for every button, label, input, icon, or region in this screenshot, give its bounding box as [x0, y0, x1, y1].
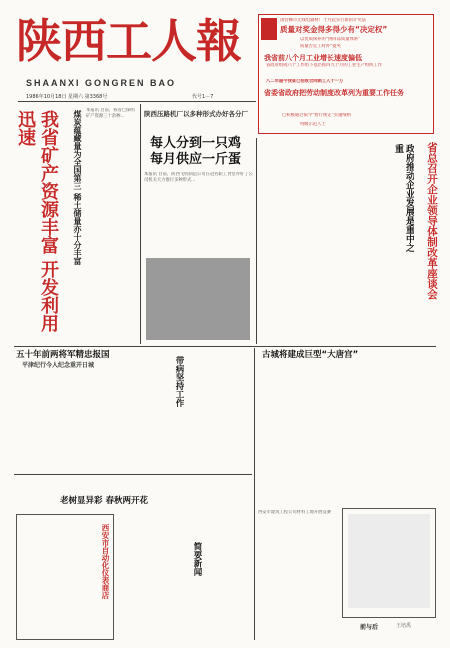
promo-line: 省政府组成六个工作组下基层抓四九个月的工业生产组织工作: [266, 63, 383, 68]
labor-body: [188, 356, 250, 472]
masthead-pinyin: SHAANXI GONGREN BAO: [26, 78, 177, 88]
right-mid-headline: 古城将建成巨型“大唐宫”: [262, 350, 359, 360]
masthead-divider: [18, 101, 256, 102]
promo-line: 特级示范人士: [300, 122, 326, 127]
upper-mid-headline: 每月供应一斤蛋: [150, 152, 242, 167]
upper-mid-kicker: 陕西压路机厂以多种形式办好各分厂: [144, 110, 248, 118]
masthead-title: 陕西工人報: [16, 14, 241, 68]
cartoon-caption: 前与后: [360, 624, 379, 631]
lead-subheadline: 煤炭蕴藏量为全国第三 稀土储量亦十分丰富: [73, 110, 82, 265]
col-feature-body: [16, 372, 114, 470]
promo-line: 已积极通过拟今“暂行规定”实施细则: [282, 113, 351, 118]
lead-body: 本报讯 目前，我省已探明矿产资源三十余种...: [86, 108, 135, 119]
promo-line: 八二年遥今我省已招收合同制工人十一万: [266, 79, 344, 84]
simple-news-body-right: [206, 514, 252, 640]
masthead-date: 1986年10月18日 星期六 第3368号: [26, 94, 108, 100]
column-divider: [256, 138, 257, 344]
simple-news-body: [118, 514, 184, 640]
promo-line: 以优质保养的“拼回品质量体系”: [300, 37, 361, 42]
promo-badge: [261, 18, 277, 40]
upper-mid-body: 本报讯 目前，陕西飞机制造公司在冠名职工食堂办好了公司机关大力推行多种形式...: [144, 172, 253, 183]
bottom-left-box-title: 西安市自动化仪表商店: [101, 524, 110, 599]
lead-headline: 我省矿产资源丰富 开发利用迅速: [15, 110, 59, 333]
column-divider: [254, 348, 255, 640]
labor-headline: 带病坚持工作: [174, 356, 184, 407]
right-upper-sub: 政府推动企业发展是重中之重: [393, 144, 414, 252]
bottom-mid-body: [16, 478, 250, 496]
cartoon-drawing: [348, 514, 430, 608]
col-feature-sub: 平津纪行今人纪念重开日城: [22, 362, 95, 369]
col-feature-body-right: [118, 354, 166, 470]
col-feature-headline: 五十年前两将军精忠报国: [16, 350, 110, 360]
simple-news-label: 简要新闻: [192, 542, 202, 576]
bottom-strip: 西安市建筑工程公司材料工地开展竞赛: [258, 510, 332, 515]
promo-line: 省委省政府把劳动制度改革列为重要工作任务: [264, 89, 404, 97]
section-divider: [14, 346, 436, 347]
promo-line: 质量对奖金得多得少有“决定权”: [280, 25, 388, 34]
promo-line: 国营柳市无线电器材厂十月起实行新的计奖法: [280, 18, 366, 23]
upper-mid-headline: 每人分到一只鸡: [150, 136, 242, 151]
section-divider: [14, 474, 252, 475]
column-divider: [140, 104, 141, 344]
right-mid-body: [258, 364, 438, 504]
bottom-mid-headline: 老树显异彩 春秋两开花: [60, 496, 148, 506]
masthead-code: 代号1－7: [192, 94, 214, 100]
promo-line: 我省前八个月工业增长速度偏低: [264, 54, 362, 62]
promo-line: 质量否定工时补“提奖: [300, 44, 341, 49]
news-photo: [146, 258, 250, 340]
right-upper-body: [260, 140, 364, 340]
right-upper-headline: 省总召开企业领导体制改革座谈会: [426, 142, 438, 300]
cartoon-author: 王培禹: [396, 623, 412, 629]
